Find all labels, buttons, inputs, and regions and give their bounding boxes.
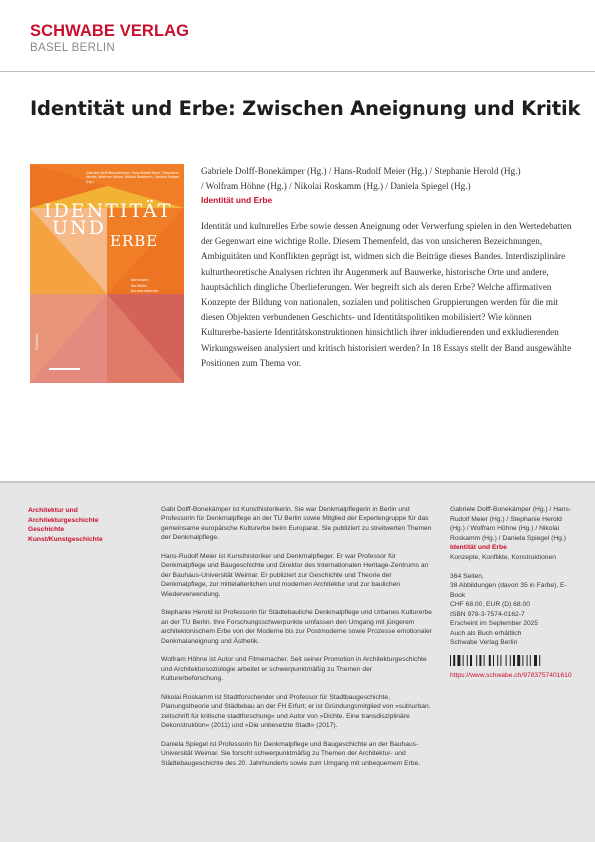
meta-availability: Auch als Buch erhältlich [450,629,522,637]
category-item[interactable]: Geschichte [28,526,65,534]
editor-bios [161,505,433,778]
meta-illustrations: 38 Abbildungen (davon 35 in Farbe), E-Book [450,582,567,599]
editors-line-2: / Wolfram Höhne (Hg.) / Nikolai Roskamm (Hg.) / Daniela Spiegel (Hg.) [201,181,471,191]
cover-subtitle-2: Konflikte, [131,283,148,288]
cover-artwork [30,164,184,383]
book-link[interactable]: https://www.schwabe.ch/9783757401610 [450,671,572,679]
bio-dolff-bonekaemper: Gabi Dolff-Bonekämper ist Kunsthistorikerin. Sie war Denkmalpflegerin in Berlin und Professorin für Denkmalpflege an der TU Berlin sowie Mitglied der Expertengruppe für das gemeinsame europäische Kulturerbe beim Europarat. Sie publiziert zu streitwerten Themen der Denkmalpflege. [161,506,432,542]
book-description: Identität und kulturelles Erbe sowie dessen Aneignung oder Verwerfung spielen in den Wertedebatten der Gegenwart eine wichtige Rolle. Diesem Themenfeld, das von unsicheren Bezeichnungen, Ambiguitäten und Konflikten geprägt ist, widmen sich die Beiträge dieses Bandes. Interdisziplinäre kulturtheoretische Analysen richten ihr Augenmerk auf Bauwerke, historische Orte und andere, hauptsächlich dingliche Überlieferungen. Wer begreift sich als deren Erbe? Welche affirmativen Konzepte der Bildung von nationalen, sozialen und politischen Gruppierungen werden für die mit diesen Objekten verbundenen Geschichts- und Identitätspolitiken mobilisiert? Wie können Kulturerbe-basierte Identitätskonstruktionen hinsichtlich ihrer inkludierenden und exkludierenden Wirkungsweisen analysiert und kritisch historisiert werden? In 18 Essays stellt der Band ausgewählte Positionen zum Thema vor. [201,221,572,368]
book-title: Identität und Erbe: Zwischen Aneignung und Kritik [30,97,581,120]
publisher-locations: BASEL BERLIN [30,42,115,54]
cover-word-identitaet: IDENTITÄT [44,200,173,222]
category-item[interactable]: Kunst/Kunstgeschichte [28,535,103,543]
meta-price: CHF 68.00, EUR (D) 68.00 [450,601,530,608]
cover-word-erbe: ERBE [110,232,159,250]
barcode-icon [450,655,562,666]
cover-subtitle-3: Konstruktionen [131,289,159,294]
bio-roskamm: Nikolai Roskamm ist Stadtforschender und Professor für Stadtbaugeschichte, Planungstheorie und Städtebau an der FH Erfurt; er ist Gründungsmitglied von »sub\urban. zeitschrift für kritische stadtforschung« und Autor von »Dichte. Eine transdisziplinäre Dekonstruktion« (2011) und »Die unbesetzte Stadt« (2017). [161,694,431,730]
editors-line-1: Gabriele Dolff-Bonekämper (Hg.) / Hans-Rudolf Meier (Hg.) / Stephanie Herold (Hg.) [201,166,521,176]
book-cover[interactable] [30,164,184,383]
publisher-name: SCHWABE VERLAG [30,22,190,40]
info-panel-divider [0,481,595,483]
bio-meier: Hans-Rudolf Meier ist Kunsthistoriker und Denkmalpfleger. Er war Professor für Denkmalpflege und Baugeschichte und Direktor des Internationalen Heritage-Zentrums an der Bauhaus-Universität Weimar. Er publiziert zur Geschichte und Theorie der Denkmalpflege, zur mittelalterlichen und modernen Architektur und zur baulichen Wiederverwendung. [161,553,429,598]
meta-release: Erscheint im September 2025 [450,620,539,627]
category-item[interactable]: Architektur und [28,507,78,514]
cover-subtitle [131,278,181,295]
cover-editors: Gabriele Dolff-Bonekämper, Hans-Rudolf Meier, Stephanie Herold, Wolfram Höhne, Nikolai Roskamm, Daniela Spiegel (Hg.) [86,171,180,184]
cover-subtitle-1: Konzepte, [131,278,149,282]
publisher-logo [30,22,189,55]
meta-publisher: Schwabe Verlag Berlin [450,639,518,646]
cover-bar [49,368,80,370]
meta-isbn: ISBN 978-3-7574-0162-7 [450,610,525,618]
editors-list [201,164,573,194]
meta-subtitle: Konzepte, Konflikte, Konstruktionen [450,553,556,561]
meta-title: Identität und Erbe [450,544,507,551]
cover-publisher-mark: Schwabe [34,333,39,350]
category-list [28,506,148,544]
header-divider [0,71,595,72]
meta-pages: 364 Seiten, [450,572,484,580]
cover-word-und: UND [52,217,106,239]
category-item[interactable]: Architekturgeschichte [28,516,99,524]
bio-herold: Stephanie Herold ist Professorin für Städtebauliche Denkmalpflege und Urbanes Kulturerbe an der TU Berlin. Ihre Forschungsschwerpunkte umfassen den Umgang mit jüngerem architektonischem Erbe von der Moderne bis zur Postmoderne sowie Prozesse emotionaler Denkmalaneignung und Ästhetik. [161,609,433,645]
bio-hoehne: Wolfram Höhne ist Autor und Filmemacher. Seit seiner Promotion in Architekturgeschichte und Architektursoziologie arbeitet er schwerpunktmäßig zu Themen der Kulturerbeforschung. [161,656,427,683]
book-subtitle: Identität und Erbe [201,195,273,205]
book-metadata [450,505,578,680]
meta-editors: Gabriele Dolff-Bonekämper (Hg.) / Hans-Rudolf Meier (Hg.) / Stephanie Herold (Hg.) / Wolfram Höhne (Hg.) / Nikolai Roskamm (Hg.) / Daniela Spiegel (Hg.) [450,506,572,542]
bio-spiegel: Daniela Spiegel ist Professorin für Denkmalpflege und Baugeschichte an der Bauhaus-Universität Weimar. Sie forscht schwerpunktmäßig zu Themen der Architektur- und Städtebaugeschichte des 20. Jahrhunderts sowie zum Umgang mit unbequemem Erbe. [161,741,421,767]
